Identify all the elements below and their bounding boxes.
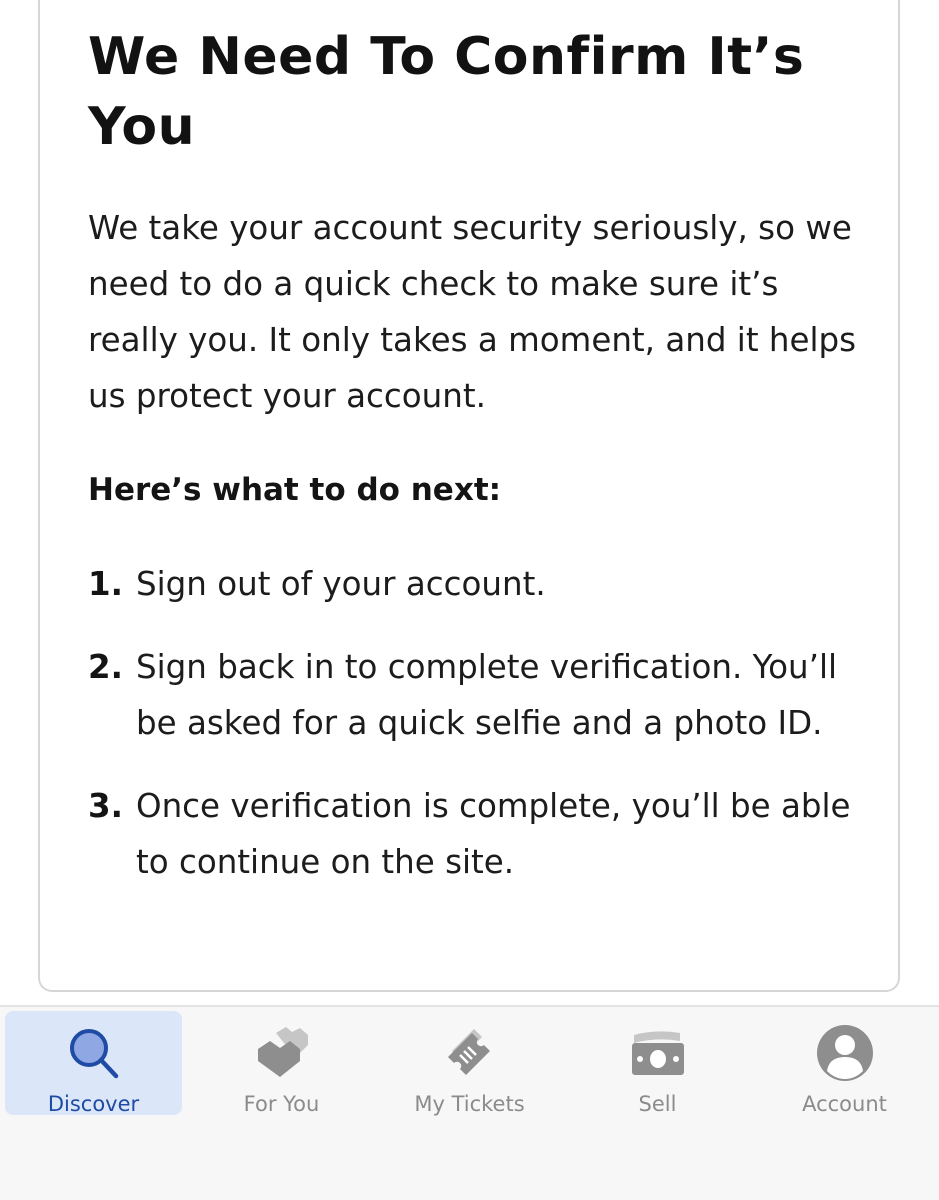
step-number: 2. [88, 648, 123, 686]
next-steps-heading: Here’s what to do next: [88, 472, 502, 508]
step-text: Sign back in to complete verification. You’ll be asked for a quick selfie and a photo ID. [136, 648, 838, 742]
step-number: 3. [88, 787, 123, 825]
steps-list [88, 556, 868, 917]
tab-account[interactable] [756, 1011, 933, 1115]
user-icon [813, 1021, 877, 1085]
tab-my-tickets[interactable] [381, 1011, 558, 1115]
tab-label: My Tickets [414, 1092, 525, 1116]
cash-icon [626, 1021, 690, 1085]
tab-label: Sell [638, 1092, 677, 1116]
step-number: 1. [88, 565, 123, 603]
tab-label: Discover [47, 1092, 140, 1116]
search-icon [62, 1021, 126, 1085]
step-text: Sign out of your account. [136, 565, 546, 603]
tab-discover[interactable] [5, 1011, 182, 1115]
list-item [88, 556, 868, 612]
tab-label: For You [243, 1092, 320, 1116]
tab-label: Account [802, 1092, 887, 1116]
step-text: Once verification is complete, you’ll be able to continue on the site. [136, 787, 851, 881]
page-title: We Need To Confirm It’s You [88, 27, 805, 157]
list-item [88, 778, 868, 890]
tab-for-you[interactable] [193, 1011, 370, 1115]
bottom-tab-bar [0, 1007, 939, 1200]
hearts-icon [250, 1021, 314, 1085]
list-item [88, 639, 868, 751]
tab-sell[interactable] [569, 1011, 746, 1115]
intro-paragraph: We take your account security seriously, so we need to do a quick check to make sure it’s really you. It only takes a moment, and it helps us protect your account. [88, 209, 857, 415]
ticket-icon [438, 1021, 502, 1085]
